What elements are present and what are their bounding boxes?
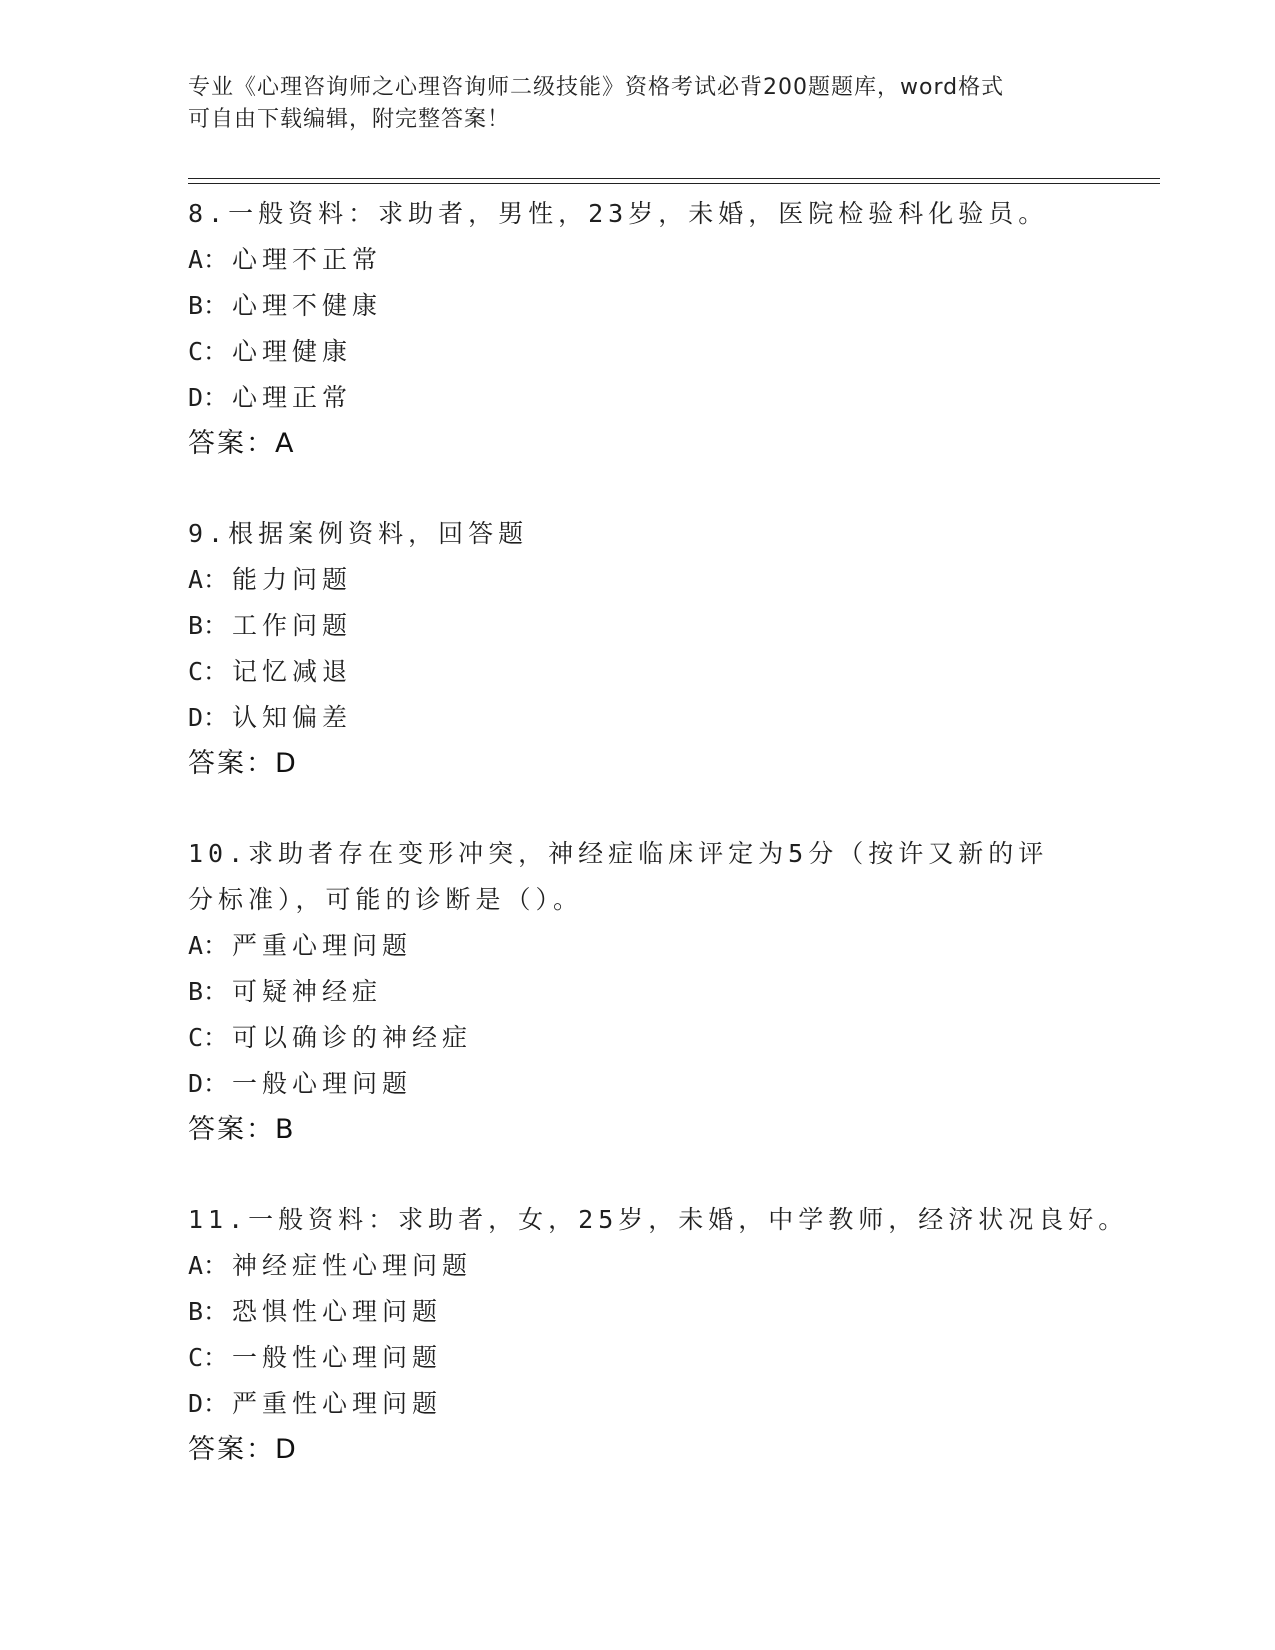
question-text: 11.一般资料：求助者，女，25岁，未婚，中学教师，经济状况良好。 xyxy=(188,1205,1129,1234)
option-text: 记忆减退 xyxy=(232,657,353,686)
option-key: A： xyxy=(188,1251,229,1280)
answer-line: 答案：D xyxy=(188,748,298,779)
option-text: 心理健康 xyxy=(232,337,353,366)
answer-line: 答案：B xyxy=(188,1114,296,1145)
option-b xyxy=(188,969,1088,1015)
option-key: C： xyxy=(188,337,229,366)
option-text: 严重心理问题 xyxy=(232,931,413,960)
answer-line: 答案：A xyxy=(188,428,296,459)
option-key: D： xyxy=(188,1069,229,1098)
option-key: B： xyxy=(188,1297,229,1326)
question-item xyxy=(188,511,1088,787)
header-divider-top xyxy=(188,178,1160,179)
option-text: 心理不健康 xyxy=(232,291,383,320)
option-key: B： xyxy=(188,977,229,1006)
option-b xyxy=(188,603,1088,649)
option-c xyxy=(188,649,1088,695)
option-c xyxy=(188,1335,1088,1381)
option-key: A： xyxy=(188,565,229,594)
option-d xyxy=(188,695,1088,741)
option-text: 工作问题 xyxy=(232,611,353,640)
question-text: 8.一般资料：求助者，男性，23岁，未婚，医院检验科化验员。 xyxy=(188,199,1049,228)
header-divider-bottom xyxy=(188,183,1160,184)
option-a xyxy=(188,923,1088,969)
document-header xyxy=(188,72,1088,136)
option-a xyxy=(188,557,1088,603)
option-key: C： xyxy=(188,657,229,686)
option-a xyxy=(188,237,1088,283)
question-list xyxy=(188,191,1129,1517)
option-key: B： xyxy=(188,611,229,640)
option-key: C： xyxy=(188,1343,229,1372)
option-text: 可疑神经症 xyxy=(232,977,383,1006)
option-key: D： xyxy=(188,703,229,732)
option-d xyxy=(188,375,1088,421)
option-text: 可以确诊的神经症 xyxy=(232,1023,473,1052)
option-text: 心理不正常 xyxy=(232,245,383,274)
option-b xyxy=(188,1289,1088,1335)
option-text: 认知偏差 xyxy=(232,703,353,732)
option-key: A： xyxy=(188,245,229,274)
question-text: 10.求助者存在变形冲突，神经症临床评定为5分（按许又新的评分标准），可能的诊断是（）。 xyxy=(188,839,1049,914)
question-item xyxy=(188,1197,1129,1473)
option-a xyxy=(188,1243,1088,1289)
option-key: D： xyxy=(188,383,229,412)
option-key: A： xyxy=(188,931,229,960)
option-c xyxy=(188,1015,1088,1061)
option-b xyxy=(188,283,1088,329)
option-d xyxy=(188,1061,1088,1107)
header-line-2: 可自由下载编辑，附完整答案！ xyxy=(188,107,511,132)
question-item xyxy=(188,831,1088,1153)
option-text: 一般心理问题 xyxy=(232,1069,413,1098)
option-text: 能力问题 xyxy=(232,565,353,594)
option-text: 恐惧性心理问题 xyxy=(232,1297,443,1326)
option-key: B： xyxy=(188,291,229,320)
option-text: 神经症性心理问题 xyxy=(232,1251,473,1280)
option-c xyxy=(188,329,1088,375)
option-text: 心理正常 xyxy=(232,383,353,412)
answer-line: 答案：D xyxy=(188,1434,298,1465)
option-key: D： xyxy=(188,1389,229,1418)
option-key: C： xyxy=(188,1023,229,1052)
option-text: 严重性心理问题 xyxy=(232,1389,443,1418)
option-d xyxy=(188,1381,1088,1427)
header-line-1: 专业《心理咨询师之心理咨询师二级技能》资格考试必背200题题库，word格式 xyxy=(188,75,1005,100)
option-text: 一般性心理问题 xyxy=(232,1343,443,1372)
question-item xyxy=(188,191,1088,467)
question-text: 9.根据案例资料，回答题 xyxy=(188,519,529,548)
